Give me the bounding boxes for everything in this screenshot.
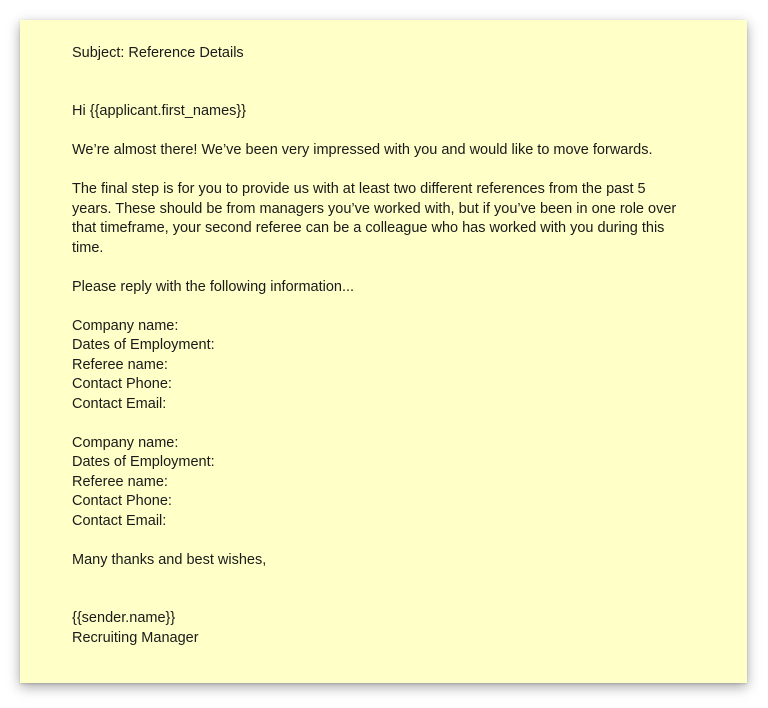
intro-paragraph: We’re almost there! We’ve been very impressed with you and would like to move forwards. [72,142,653,158]
final-step-line-4: time. [72,240,104,256]
ref1-phone-label: Contact Phone: [72,376,172,392]
ref1-referee-label: Referee name: [72,357,168,373]
ref1-company-label: Company name: [72,318,179,334]
email-greeting: Hi {{applicant.first_names}} [72,103,247,119]
final-step-line-1: The final step is for you to provide us with at least two different references from the past 5 [72,181,646,197]
final-step-line-3: that timeframe, your second referee can be a colleague who has worked with you during this [72,220,665,236]
ref2-company-label: Company name: [72,435,179,451]
sender-title: Recruiting Manager [72,630,199,646]
ref1-email-label: Contact Email: [72,396,167,412]
ref1-dates-label: Dates of Employment: [72,337,215,353]
ref2-email-label: Contact Email: [72,513,167,529]
email-template-note [20,20,747,683]
final-step-line-2: years. These should be from managers you’ve worked with, but if you’ve been in one role over [72,201,677,217]
signoff: Many thanks and best wishes, [72,552,267,568]
ref2-dates-label: Dates of Employment: [72,454,215,470]
ref2-phone-label: Contact Phone: [72,493,172,509]
sender-name: {{sender.name}} [72,610,176,626]
reply-prompt: Please reply with the following information... [72,279,355,295]
email-subject: Subject: Reference Details [72,45,244,61]
ref2-referee-label: Referee name: [72,474,168,490]
